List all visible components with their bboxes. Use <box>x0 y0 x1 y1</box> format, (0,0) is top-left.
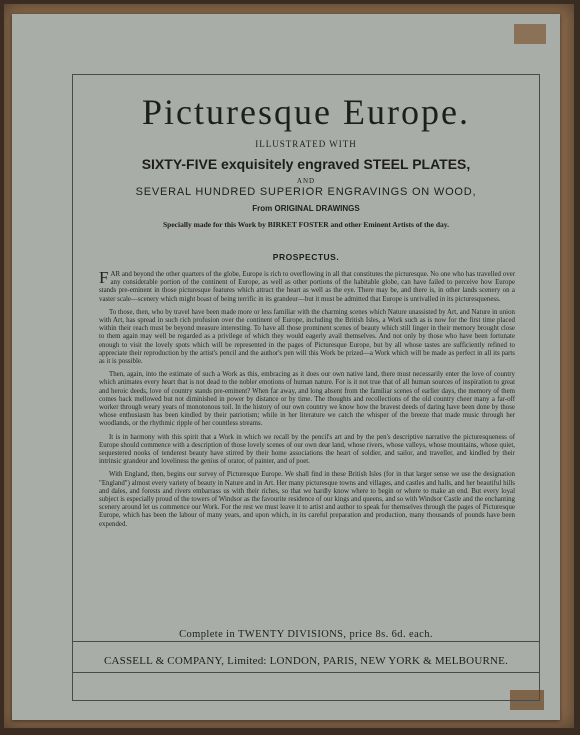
divider-rule-1 <box>73 641 539 642</box>
drawings-line: From ORIGINAL DRAWINGS <box>252 204 360 213</box>
drop-cap: F <box>99 268 109 287</box>
border-frame <box>72 74 540 701</box>
prospectus-heading: PROSPECTUS. <box>272 252 340 262</box>
engravings-line: SEVERAL HUNDRED SUPERIOR ENGRAVINGS ON WOOD, <box>135 186 477 198</box>
corner-tab-top <box>514 24 546 44</box>
cover-page <box>12 14 560 720</box>
specially-line: Specially made for this Work by BIRKET FOSTER and other Eminent Artists of the day. <box>163 220 449 229</box>
paragraph-1: FAR and beyond the other quarters of the globe, Europe is rich to overflowing in all that constitutes the picturesque. No one who has travelled over any considerable portion of the continent of Europe, as well as other portions of the habitable globe, can have failed to perceive how Europe stands pre-eminent in those picturesque features which attract the heart as well as the eye. There may be, and there is, in other lands scenery on a vaster scale—scenery which might boast of being terrific in its grandeur—but it must be admitted that Europe is unrivalled in its picturesqueness. <box>99 268 515 303</box>
page-title: Picturesque Europe. <box>142 92 470 132</box>
publisher-line: CASSELL & COMPANY, Limited: LONDON, PARIS, NEW YORK & MELBOURNE. <box>103 655 509 667</box>
paragraph-5: With England, then, begins our survey of Picturesque Europe. We shall find in these British Isles (for in that larger sense we use the designation "England") almost every variety of beauty in Nature and in Art. Her many picturesque towns and villages, and castles and halls, and her beautiful hills and dales, and forests and rivers embarrass us with their riches, so that we hardly know where to begin or where to make an end. But every loyal subject is especially proud of the towers of Windsor as the favourite residence of our kings and queens, and so with Windsor Castle and the enchanting scenery around let us commence our Work. For the rest we must leave it to artist and author to speak for themselves through the pages of Picturesque Europe, which has been the labour of many years, and upon which, in its careful preparation and production, many thousands of pounds have been expended. <box>99 471 515 528</box>
plates-line: SIXTY-FIVE exquisitely engraved STEEL PLATES, <box>141 156 471 172</box>
illustrated-line: ILLUSTRATED WITH <box>255 139 357 149</box>
paragraph-2: To those, then, who by travel have been made more or less familiar with the charming scenes which Nature unassisted by Art, and Nature in union with Art, has spread in such rich profusion over the continent of Europe, including the British Isles, a Work such as is now for the first time placed within their reach must be beyond measure interesting. To have all those prominent scenes of beauty which still linger in their memory brought close to them again may well be regarded as a privilege of which they would eagerly avail themselves. And not only by those who have been fortunate enough to visit the lovely spots which will be represented in the pages of Picturesque Europe, but by all whose tastes are sufficiently refined to appreciate their reproduction by the artist's pencil and the author's pen will this Work be prized—a Work which will be made as perfect in all its parts as it is possible. <box>99 308 515 366</box>
paragraph-3: Then, again, into the estimate of such a Work as this, embracing as it does our own native land, there must necessarily enter the love of country which animates every heart that is not dead to the nobler emotions of human nature. For is it not true that of all human sources of inspiration to great and heroic deeds, love of country stands pre-eminent? When far away, and long absent from the familiar scenes of earlier days, the memory of them comes back mellowed but not diminished in power by distance or by time. The thoughts and recollections of the old country cheer many a far-off worker through weary years of monotonous toil. In the history of our own country we know how the bravest deeds of daring have been done by those whose enthusiasm has been kindled by their patriotism; while in her literature we catch the whisper of the breeze that made music through her woodlands, or the rhythmic ripple of her countless streams. <box>99 371 515 428</box>
prospectus-body <box>99 268 515 534</box>
divider-rule-2 <box>73 672 539 673</box>
divisions-line: Complete in TWENTY DIVISIONS, price 8s. 6d. each. <box>179 629 433 640</box>
and-line: AND <box>296 177 316 185</box>
paragraph-4: It is in harmony with this spirit that a Work in which we recall by the pencil's art and by the pen's descriptive narrative the picturesqueness of Europe should commence with a description of those lovely scenes of our own dear land, whose rivers, whose valleys, whose mountains, whose quiet, sequestered nooks of tenderest beauty have stirred by their home associations the heart of soldier, and sailor, and traveller, and kindled by their intrinsic grandeur and loveliness the genius of orator, of painter, and of poet. <box>99 433 515 466</box>
